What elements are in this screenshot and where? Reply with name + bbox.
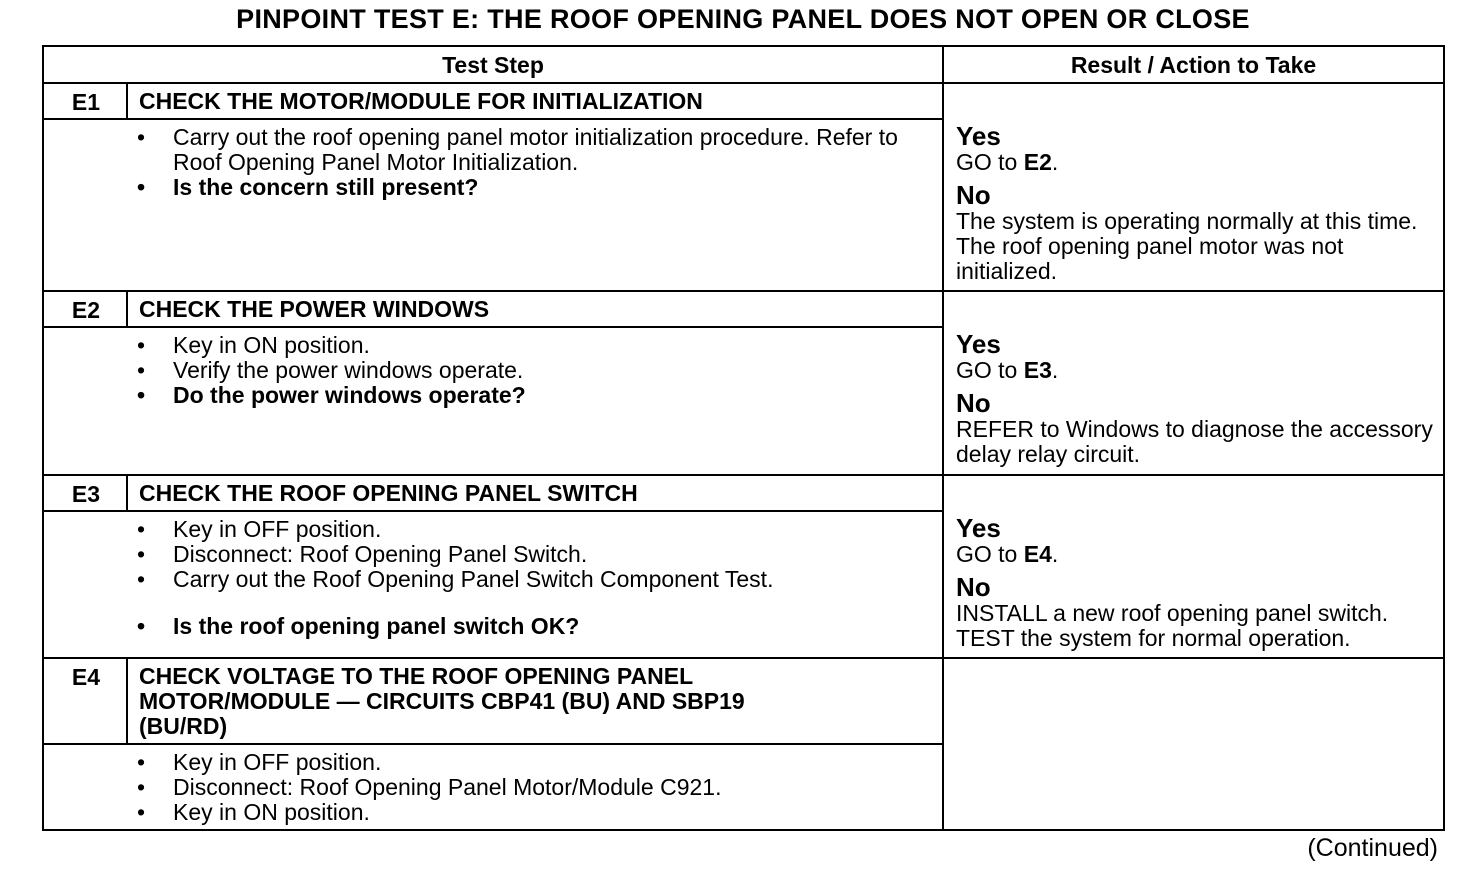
e2-end-rule bbox=[44, 474, 1443, 476]
continued-label: (Continued) bbox=[1307, 834, 1438, 862]
e3-title-rule bbox=[44, 510, 942, 512]
yes-label: Yes bbox=[956, 329, 1001, 359]
step-instructions bbox=[126, 125, 916, 200]
yes-label: Yes bbox=[956, 513, 1001, 543]
goto-step-link: E4 bbox=[1023, 541, 1052, 567]
e2-title-rule bbox=[44, 326, 942, 328]
e4-title-rule bbox=[44, 743, 942, 745]
yes-action: GO to E2. bbox=[956, 149, 1059, 175]
step-title: CHECK VOLTAGE TO THE ROOF OPENING PANEL MOTOR/MODULE — CIRCUITS CBP41 (BU) AND SBP19 (BU/RD) bbox=[139, 663, 745, 739]
result-header: Result / Action to Take bbox=[1070, 52, 1317, 78]
no-label: No bbox=[956, 572, 991, 602]
instruction-item: • Disconnect: Roof Opening Panel Motor/Module C921. bbox=[126, 775, 916, 800]
yes-action: GO to E4. bbox=[956, 541, 1059, 567]
page-title: PINPOINT TEST E: THE ROOF OPENING PANEL DOES NOT OPEN OR CLOSE bbox=[236, 4, 1250, 34]
instruction-question: • Do the power windows operate? bbox=[126, 383, 916, 408]
step-title: CHECK THE POWER WINDOWS bbox=[139, 296, 490, 322]
instruction-item: • Carry out the roof opening panel motor initialization procedure. Refer to Roof Opening Panel Motor Initialization. bbox=[126, 125, 916, 175]
yes-label: Yes bbox=[956, 121, 1001, 151]
no-action: The system is operating normally at this time. The roof opening panel motor was not initialized. bbox=[956, 208, 1418, 284]
step-title: CHECK THE MOTOR/MODULE FOR INITIALIZATION bbox=[139, 88, 703, 114]
instruction-item: • Key in OFF position. bbox=[126, 517, 916, 542]
step-id: E3 bbox=[71, 481, 101, 507]
instruction-item: • Verify the power windows operate. bbox=[126, 358, 916, 383]
result-block bbox=[956, 514, 1441, 651]
e1-title-rule bbox=[44, 118, 942, 120]
instruction-item: • Key in ON position. bbox=[126, 800, 916, 825]
step-id: E1 bbox=[71, 89, 101, 115]
test-step-header: Test Step bbox=[442, 52, 544, 78]
step-instructions bbox=[126, 517, 916, 639]
result-block bbox=[956, 330, 1436, 467]
instruction-item: • Disconnect: Roof Opening Panel Switch. bbox=[126, 542, 916, 567]
step-instructions bbox=[126, 750, 916, 825]
column-divider bbox=[942, 47, 944, 829]
no-label: No bbox=[956, 388, 991, 418]
header-rule bbox=[44, 82, 1443, 84]
step-id: E2 bbox=[71, 297, 101, 323]
step-title: CHECK THE ROOF OPENING PANEL SWITCH bbox=[139, 480, 638, 506]
e3-end-rule bbox=[44, 657, 1443, 659]
no-action: INSTALL a new roof opening panel switch. TEST the system for normal operation. bbox=[956, 600, 1389, 651]
step-instructions bbox=[126, 333, 916, 408]
instruction-question: • Is the roof opening panel switch OK? bbox=[126, 614, 916, 639]
instruction-item: • Key in OFF position. bbox=[126, 750, 916, 775]
yes-action: GO to E3. bbox=[956, 357, 1059, 383]
goto-step-link: E2 bbox=[1023, 149, 1052, 175]
instruction-item: • Carry out the Roof Opening Panel Switch Component Test. bbox=[126, 567, 916, 592]
no-action: REFER to Windows to diagnose the accessory delay relay circuit. bbox=[956, 416, 1433, 467]
instruction-question: • Is the concern still present? bbox=[126, 175, 916, 200]
pinpoint-test-table bbox=[42, 45, 1445, 831]
step-id: E4 bbox=[71, 664, 101, 690]
instruction-item: • Key in ON position. bbox=[126, 333, 916, 358]
result-block bbox=[956, 122, 1436, 284]
goto-step-link: E3 bbox=[1023, 357, 1052, 383]
no-label: No bbox=[956, 180, 991, 210]
e1-end-rule bbox=[44, 290, 1443, 292]
